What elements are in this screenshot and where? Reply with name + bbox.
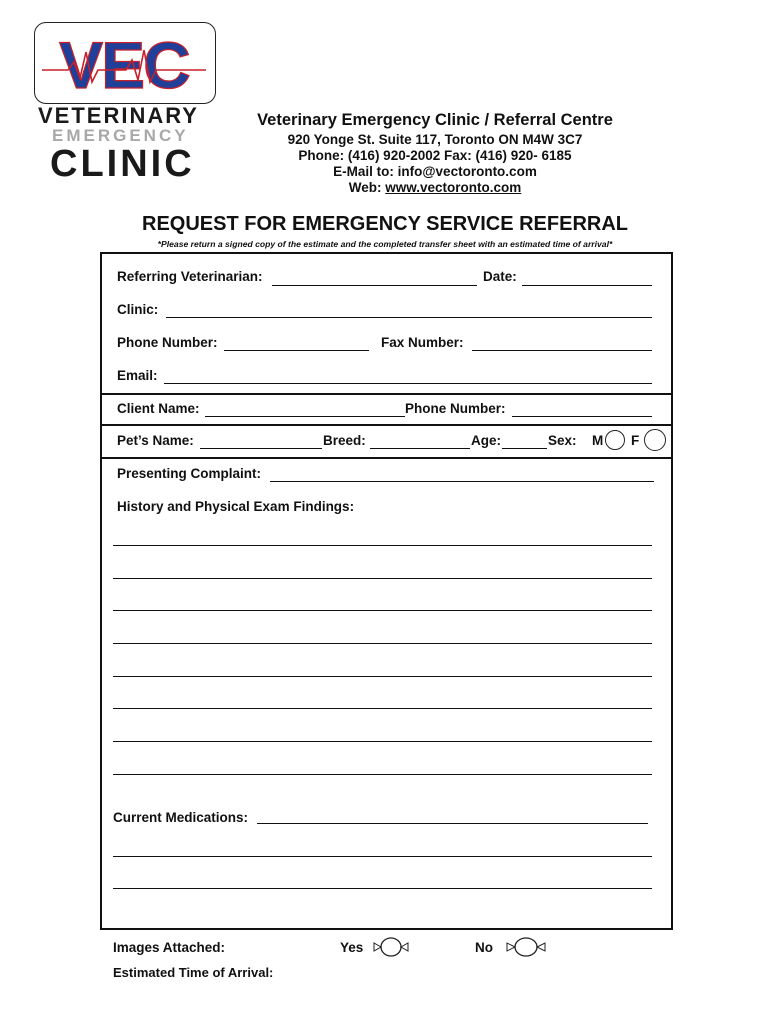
pet-name-field[interactable] — [200, 448, 322, 449]
current-medications-label: Current Medications: — [113, 810, 249, 825]
form-title: REQUEST FOR EMERGENCY SERVICE REFERRAL — [142, 213, 628, 235]
referring-vet-field[interactable] — [272, 285, 477, 286]
current-medications-field[interactable] — [257, 823, 648, 824]
history-line[interactable] — [113, 578, 652, 579]
logo-initials: VEC — [59, 28, 189, 100]
pet-name-label: Pet’s Name: — [117, 433, 194, 448]
logo-veterinary: VETERINARY — [38, 103, 199, 128]
breed-label: Breed: — [323, 433, 366, 448]
sex-label: Sex: — [548, 433, 577, 448]
medications-line[interactable] — [113, 888, 652, 889]
date-field[interactable] — [522, 285, 652, 286]
form-frame — [100, 252, 673, 930]
phone-field[interactable] — [224, 350, 369, 351]
clinic-label: Clinic: — [117, 302, 159, 317]
images-attached-label: Images Attached: — [113, 940, 226, 955]
clinic-phone-fax: Phone: (416) 920-2002 Fax: (416) 920- 6185 — [298, 148, 572, 163]
history-line[interactable] — [113, 676, 652, 677]
clinic-web — [240, 180, 630, 195]
section-divider — [100, 457, 671, 459]
breed-field[interactable] — [370, 448, 470, 449]
sex-m-radio[interactable] — [605, 430, 625, 450]
history-line[interactable] — [113, 774, 652, 775]
email-label: Email: — [117, 368, 158, 383]
history-line[interactable] — [113, 610, 652, 611]
logo-clinic: CLINIC — [50, 143, 195, 185]
sex-m-label: M — [592, 433, 604, 448]
client-phone-label: Phone Number: — [405, 401, 506, 416]
history-line[interactable] — [113, 708, 652, 709]
history-line[interactable] — [113, 741, 652, 742]
history-line[interactable] — [113, 545, 652, 546]
web-label: Web: — [348, 180, 386, 195]
clinic-field[interactable] — [166, 317, 652, 318]
vec-logo — [38, 22, 210, 100]
images-yes-radio[interactable] — [372, 937, 410, 957]
client-name-label: Client Name: — [117, 401, 200, 416]
section-divider — [100, 424, 671, 426]
form-note: *Please return a signed copy of the estimate and the completed transfer sheet with an estimated time of arrival* — [157, 239, 613, 249]
fax-field[interactable] — [472, 350, 652, 351]
images-no-radio[interactable] — [505, 937, 547, 957]
age-label: Age: — [471, 433, 501, 448]
phone-label: Phone Number: — [117, 335, 218, 350]
client-phone-field[interactable] — [512, 416, 652, 417]
referring-vet-label: Referring Veterinarian: — [117, 269, 263, 284]
medications-line[interactable] — [113, 856, 652, 857]
client-name-field[interactable] — [205, 416, 405, 417]
date-label: Date: — [483, 269, 517, 284]
logo-emergency: EMERGENCY — [52, 126, 189, 145]
section-divider — [100, 393, 671, 395]
clinic-address: 920 Yonge St. Suite 117, Toronto ON M4W 3C7 — [287, 132, 583, 147]
fax-label: Fax Number: — [381, 335, 464, 350]
history-line[interactable] — [113, 643, 652, 644]
images-yes-label: Yes — [340, 940, 364, 955]
images-no-label: No — [475, 940, 493, 955]
history-label: History and Physical Exam Findings: — [117, 499, 355, 514]
clinic-email: E-Mail to: info@vectoronto.com — [333, 164, 537, 179]
sex-f-label: F — [631, 433, 640, 448]
age-field[interactable] — [502, 448, 547, 449]
presenting-complaint-field[interactable] — [270, 481, 654, 482]
eta-label: Estimated Time of Arrival: — [113, 965, 274, 980]
clinic-name: Veterinary Emergency Clinic / Referral Centre — [257, 111, 613, 129]
email-field[interactable] — [164, 383, 652, 384]
sex-f-radio[interactable] — [644, 429, 666, 451]
presenting-complaint-label: Presenting Complaint: — [117, 466, 262, 481]
web-link[interactable]: www.vectoronto.com — [385, 180, 522, 195]
